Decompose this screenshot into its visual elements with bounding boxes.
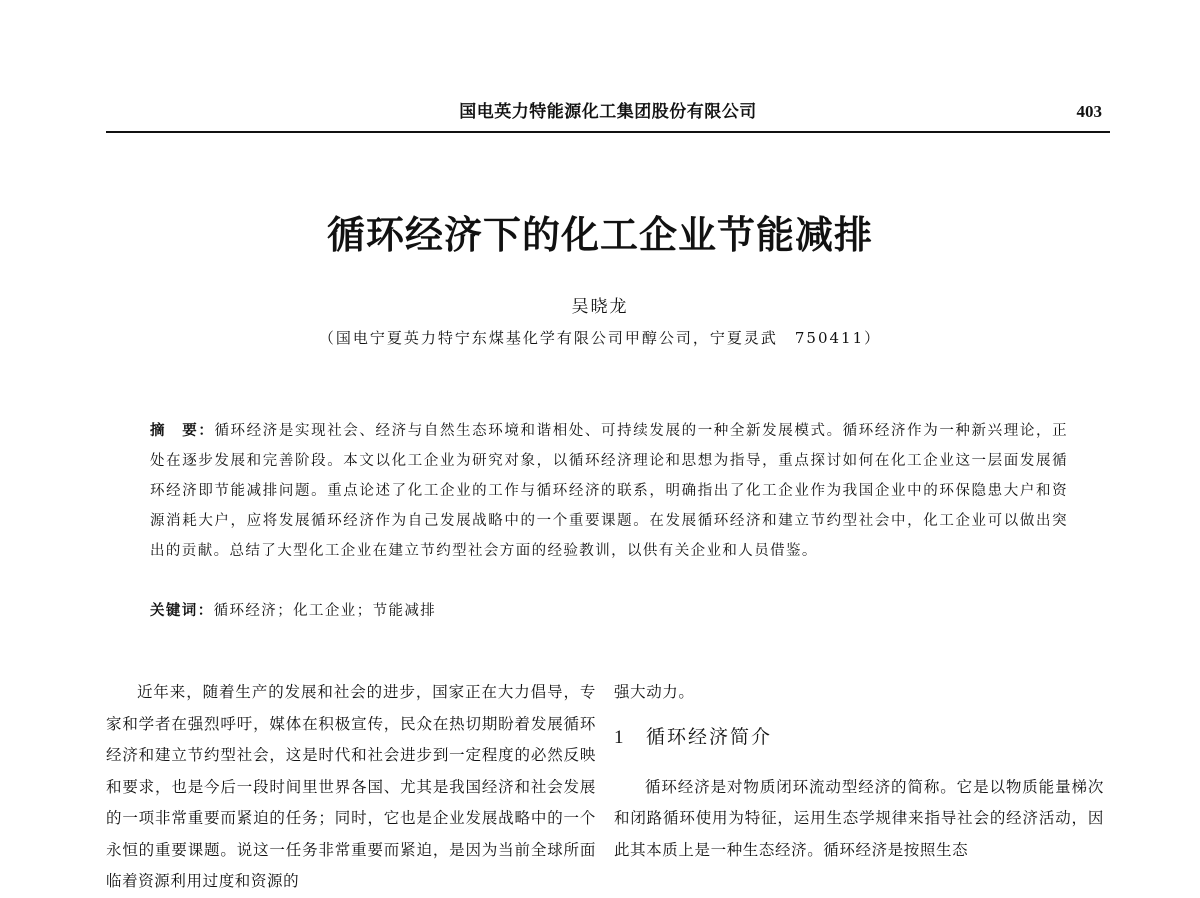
article-author: 吴晓龙	[571, 297, 629, 317]
section-heading	[614, 723, 1104, 752]
section-title: 循环经济简介	[646, 725, 773, 748]
abstract-text: 循环经济是实现社会、经济与自然生态环境和谐相处、可持续发展的一种全新发展模式。循环经济作为一种新兴理论，正处在逐步发展和完善阶段。本文以化工企业为研究对象，以循环经济理论和思想为指导，重点探讨如何在化工企业这一层面发展循环经济即节能减排问题。重点论述了化工企业的工作与循环经济的联系，明确指出了化工企业作为我国企业中的环保隐患大户和资源消耗大户，应将发展循环经济作为自己发展战略中的一个重要课题。在发展循环经济和建立节约型社会中，化工企业可以做出突出的贡献。总结了大型化工企业在建立节约型社会方面的经验教训，以供有关企业和人员借鉴。	[150, 423, 1068, 559]
page-number: 403	[1076, 102, 1102, 121]
abstract	[150, 416, 1068, 566]
body-column-right	[614, 677, 1104, 866]
intro-paragraph-continuation: 强大动力。	[614, 683, 695, 701]
body-column-left	[106, 677, 596, 898]
author-affiliation: （国电宁夏英力特宁东煤基化学有限公司甲醇公司，宁夏灵武 750411）	[318, 329, 882, 347]
intro-paragraph: 近年来，随着生产的发展和社会的进步，国家正在大力倡导，专家和学者在强烈呼吁，媒体在积极宣传，民众在热切期盼着发展循环经济和建立节约型社会，这是时代和社会进步到一定程度的必然反映和要求，也是今后一段时间里世界各国、尤其是我国经济和社会发展的一项非常重要而紧迫的任务；同时，它也是企业发展战略中的一个永恒的重要课题。说这一任务非常重要而紧迫，是因为当前全球所面临着资源利用过度和资源的	[106, 683, 596, 890]
journal-name: 国电英力特能源化工集团股份有限公司	[459, 102, 757, 122]
keywords-text: 循环经济；化工企业；节能减排	[213, 603, 437, 619]
keywords	[150, 596, 1068, 626]
article-title: 循环经济下的化工企业节能减排	[326, 212, 873, 257]
section-paragraph: 循环经济是对物质闭环流动型经济的简称。它是以物质能量梯次和闭路循环使用为特征，运用生态学规律来指导社会的经济活动，因此其本质上是一种生态经济。循环经济是按照生态	[614, 777, 1104, 859]
header-divider	[106, 131, 1110, 133]
keywords-label: 关键词：	[150, 603, 214, 619]
section-number: 1	[614, 726, 626, 748]
abstract-label: 摘 要：	[150, 423, 215, 439]
running-header	[106, 100, 1110, 124]
